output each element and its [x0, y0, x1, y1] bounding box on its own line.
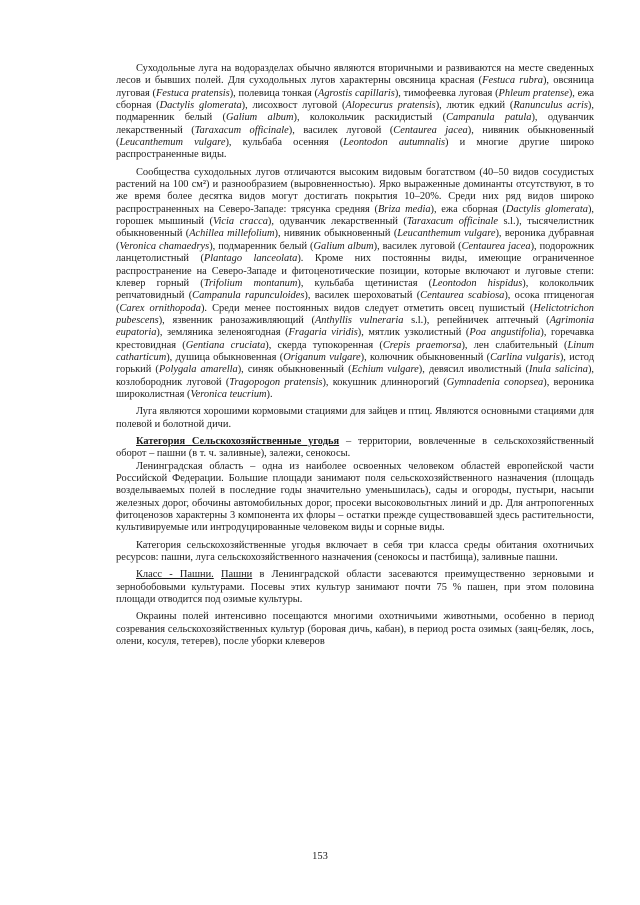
text-run: ), ежа сборная ( — [430, 203, 506, 215]
text-run: ), нивяник обыкновенный ( — [116, 124, 594, 149]
latin-name: Leontodon hispidus — [432, 277, 523, 289]
latin-name: Tragopogon pratensis — [229, 376, 323, 388]
latin-name: Gentiana cruciata — [185, 339, 266, 351]
text-run: – территории, вовлеченные в сельскохозяйственный оборот – пашни (в т. ч. заливные), залежи, сенокосы. — [116, 435, 594, 460]
latin-name: Gymnadenia conopsea — [446, 376, 544, 388]
text-run: ), полевица тонкая ( — [229, 87, 318, 99]
latin-name: Poa angustifolia — [469, 327, 541, 339]
text-run: ), подорожник ланцетолистный ( — [116, 240, 595, 265]
text-run: ), мятлик узколистный ( — [357, 327, 470, 339]
latin-name: Carlina vulgaris — [490, 351, 560, 363]
latin-name: Dactylis glomerata — [505, 203, 588, 215]
page-number: 153 — [312, 851, 328, 862]
text-run: ), козлобородник луговой ( — [116, 364, 595, 388]
latin-name: Ranunculus acris — [513, 100, 588, 112]
latin-name: Campanula patula — [446, 112, 532, 124]
text-run: ), василек луговой ( — [288, 124, 394, 136]
paragraph-meadow-communities — [116, 167, 594, 402]
paragraph-class-arable — [116, 569, 594, 606]
text-run: ), лисохвост луговой ( — [241, 100, 346, 112]
text-run: ), лютик едкий ( — [435, 100, 514, 112]
latin-name: Festuca rubra — [482, 75, 543, 87]
text-run: Ленинградская область – одна из наиболее освоенных человеком областей европейской части Российской Федерации. Большие площади занимают поля сельскохозяйственного назначения (площадь возделываемых полей в последние годы значительно уменьшилась), сады и огороды, пустыри, насыпи железных дорог, обочины автомобильных дорог, просеки высоковольтных линий и др. Для антропогенных фитоценозов характерны 3 компонента их флоры – остатки прежде существовавшей здесь растительности, культивируемые или интродуцированные человеком виды и сорные виды. — [116, 460, 594, 534]
latin-name: Centaurea jacea — [393, 124, 468, 136]
latin-name: Briza media — [377, 203, 431, 215]
text-run: ), колокольчик раскидистый ( — [293, 112, 447, 124]
latin-name: Veronica chamaedrys — [119, 240, 210, 252]
text-run: ), вероника широколистная ( — [116, 376, 595, 400]
text-run: ), горечавка крестовидная ( — [116, 327, 594, 351]
text-run: ), девясил иволистный ( — [418, 364, 529, 376]
text-run: ), кульбаба щетинистая ( — [297, 277, 433, 289]
latin-name: Centaurea jacea — [461, 240, 531, 252]
page-body — [116, 63, 594, 648]
latin-name: Galium album — [226, 112, 294, 124]
latin-name: Centaurea scabiosa — [420, 290, 505, 302]
text-run: ), тимофеевка луговая ( — [394, 87, 499, 99]
text-run: Категория сельскохозяйственные угодья включает в себя три класса среды обитания охотничьих ресурсов: пашни, луга сельскохозяйственного назначения (сенокосы и пастбища), заливные пашни. — [116, 539, 594, 564]
text-run: ). — [266, 388, 273, 400]
latin-name: Fragaria viridis — [288, 327, 358, 339]
latin-name: Anthyllis vulneraria — [314, 314, 404, 326]
latin-name: Veronica teucrium — [190, 388, 267, 400]
latin-name: Trifolium montanum — [203, 277, 298, 289]
text-run: ), овсяница луговая ( — [116, 75, 595, 99]
text-run: ), колокольчик репчатовидный ( — [116, 277, 594, 302]
text-run: ), осока птиценогая ( — [116, 290, 594, 314]
latin-name: Alopecurus pratensis — [345, 100, 436, 112]
latin-name: Agrimonia eupatoria — [116, 314, 595, 339]
text-run: ), подмаренник белый ( — [116, 100, 594, 124]
class-heading: Пашни — [221, 569, 253, 581]
text-run: ) и многие другие широко распространенные виды. — [116, 137, 595, 161]
latin-name: Carex ornithopoda — [119, 302, 201, 314]
latin-name: Achillea millefolium — [189, 228, 275, 240]
latin-name: Inula salicina — [528, 364, 588, 376]
class-heading: Класс - Пашни. — [136, 569, 214, 581]
paragraph-dry-meadows — [116, 63, 594, 162]
paragraph-meadow-stations — [116, 406, 594, 431]
latin-name: Helictotrichon pubescens — [116, 302, 594, 326]
text-run: ), василек луговой ( — [373, 240, 462, 252]
text-run: ), кокушник длиннорогий ( — [322, 376, 447, 388]
text-run: ), скерда тупокоренная ( — [265, 339, 383, 351]
latin-name: Leucanthemum vulgare — [397, 228, 496, 240]
text-run: в Ленинградской области засеваются преимущественно зерновыми и зернобобовыми культурами. Посевы этих культур занимают почти 75 % пашен, при этом половина площади отводится под озимые культуры. — [116, 569, 594, 606]
text-run: ), земляника зеленоягодная ( — [156, 327, 289, 339]
latin-name: Crepis praemorsa — [382, 339, 462, 351]
latin-name: Dactylis glomerata — [159, 100, 242, 112]
latin-name: Linum catharticum — [116, 339, 595, 363]
category-heading: Категория Сельскохозяйственные угодья — [136, 435, 340, 447]
text-run: Луга являются хорошими кормовыми стациями для зайцев и птиц. Являются основными стациями для полевой и болотной дичи. — [116, 406, 594, 430]
text-run: ). Среди менее постоянных видов следует отметить овсец пушистый ( — [200, 302, 534, 314]
paragraph-category-agricultural — [116, 436, 594, 461]
latin-name: Taraxacum officinale — [406, 216, 498, 228]
text-run: ), вероника дубравная ( — [116, 228, 594, 252]
latin-name: Echium vulgare — [351, 364, 419, 376]
text-run: s.l.), репейничек аптечный ( — [403, 314, 550, 326]
text-run: ), кульбаба осенняя ( — [225, 137, 344, 149]
text-run: Окраины полей интенсивно посещаются многими охотничьими животными, особенно в период созревания сельскохозяйственных культур (боровая дичь, кабан), в период роста озимых (заяц-беляк, лось, олени, косуля, тетерев), после уборки клеверов — [116, 611, 594, 648]
text-run: ), одуванчик лекарственный ( — [267, 216, 407, 228]
latin-name: Phleum pratense — [498, 87, 569, 99]
text-run: ), нивяник обыкновенный ( — [274, 228, 398, 240]
text-run: ), подмаренник белый ( — [209, 240, 314, 252]
text-run: Сообщества суходольных лугов отличаются высоким видовым богатством (40–50 видов сосудистых растений на 100 см²) и разнообразием (выровненностью). Ярко выраженные доминанты отсутствуют, в то же время более десятка видов могут достигать покрытия 10–20%. Среди них ряд видов широко распространенных на Северо-Западе: трясунка средняя ( — [116, 166, 594, 215]
latin-name: Vicia cracca — [212, 216, 268, 228]
text-run: ), лен слабительный ( — [461, 339, 568, 351]
text-run: ), колючник обыкновенный ( — [360, 351, 491, 363]
latin-name: Festuca pratensis — [155, 87, 230, 99]
text-run: ), одуванчик лекарственный ( — [116, 112, 595, 136]
latin-name: Origanum vulgare — [283, 351, 361, 363]
paragraph-leningrad-region — [116, 461, 594, 535]
paragraph-agricultural-classes — [116, 540, 594, 565]
text-run: ), горошек мышиный ( — [116, 203, 594, 228]
text-run: ). Кроме них постоянны виды, имеющие ограниченное распространение на Северо-Западе и фитоценотические позиции, которые включают и луговые степи: клевер горный ( — [116, 253, 594, 289]
latin-name: Galium album — [313, 240, 374, 252]
text-run — [214, 569, 221, 580]
text-run: s.l.), тысячелистник обыкновенный ( — [116, 216, 595, 240]
text-run: ), ежа сборная ( — [116, 87, 595, 112]
text-run: Суходольные луга на водоразделах обычно являются вторичными и развиваются на месте сведенных лесов и бывших полей. Для суходольных лугов характерны овсяница красная ( — [116, 63, 594, 87]
latin-name: Taraxacum officinale — [194, 124, 289, 136]
latin-name: Plantago lanceolata — [203, 253, 298, 265]
text-run: ), истод горький ( — [116, 351, 594, 376]
text-run: ), синяк обыкновенный ( — [237, 364, 352, 376]
text-run: ), василек шероховатый ( — [304, 290, 421, 302]
text-run: ), язвенник ранозаживляющий ( — [158, 314, 315, 326]
latin-name: Polygala amarella — [158, 364, 238, 376]
latin-name: Campanula rapunculoides — [192, 290, 305, 302]
paragraph-field-edges — [116, 611, 594, 648]
text-run: ), душица обыкновенная ( — [166, 351, 284, 363]
latin-name: Leucanthemum vulgare — [119, 137, 226, 149]
latin-name: Agrostis capillaris — [317, 87, 395, 99]
latin-name: Leontodon autumnalis — [343, 137, 446, 149]
